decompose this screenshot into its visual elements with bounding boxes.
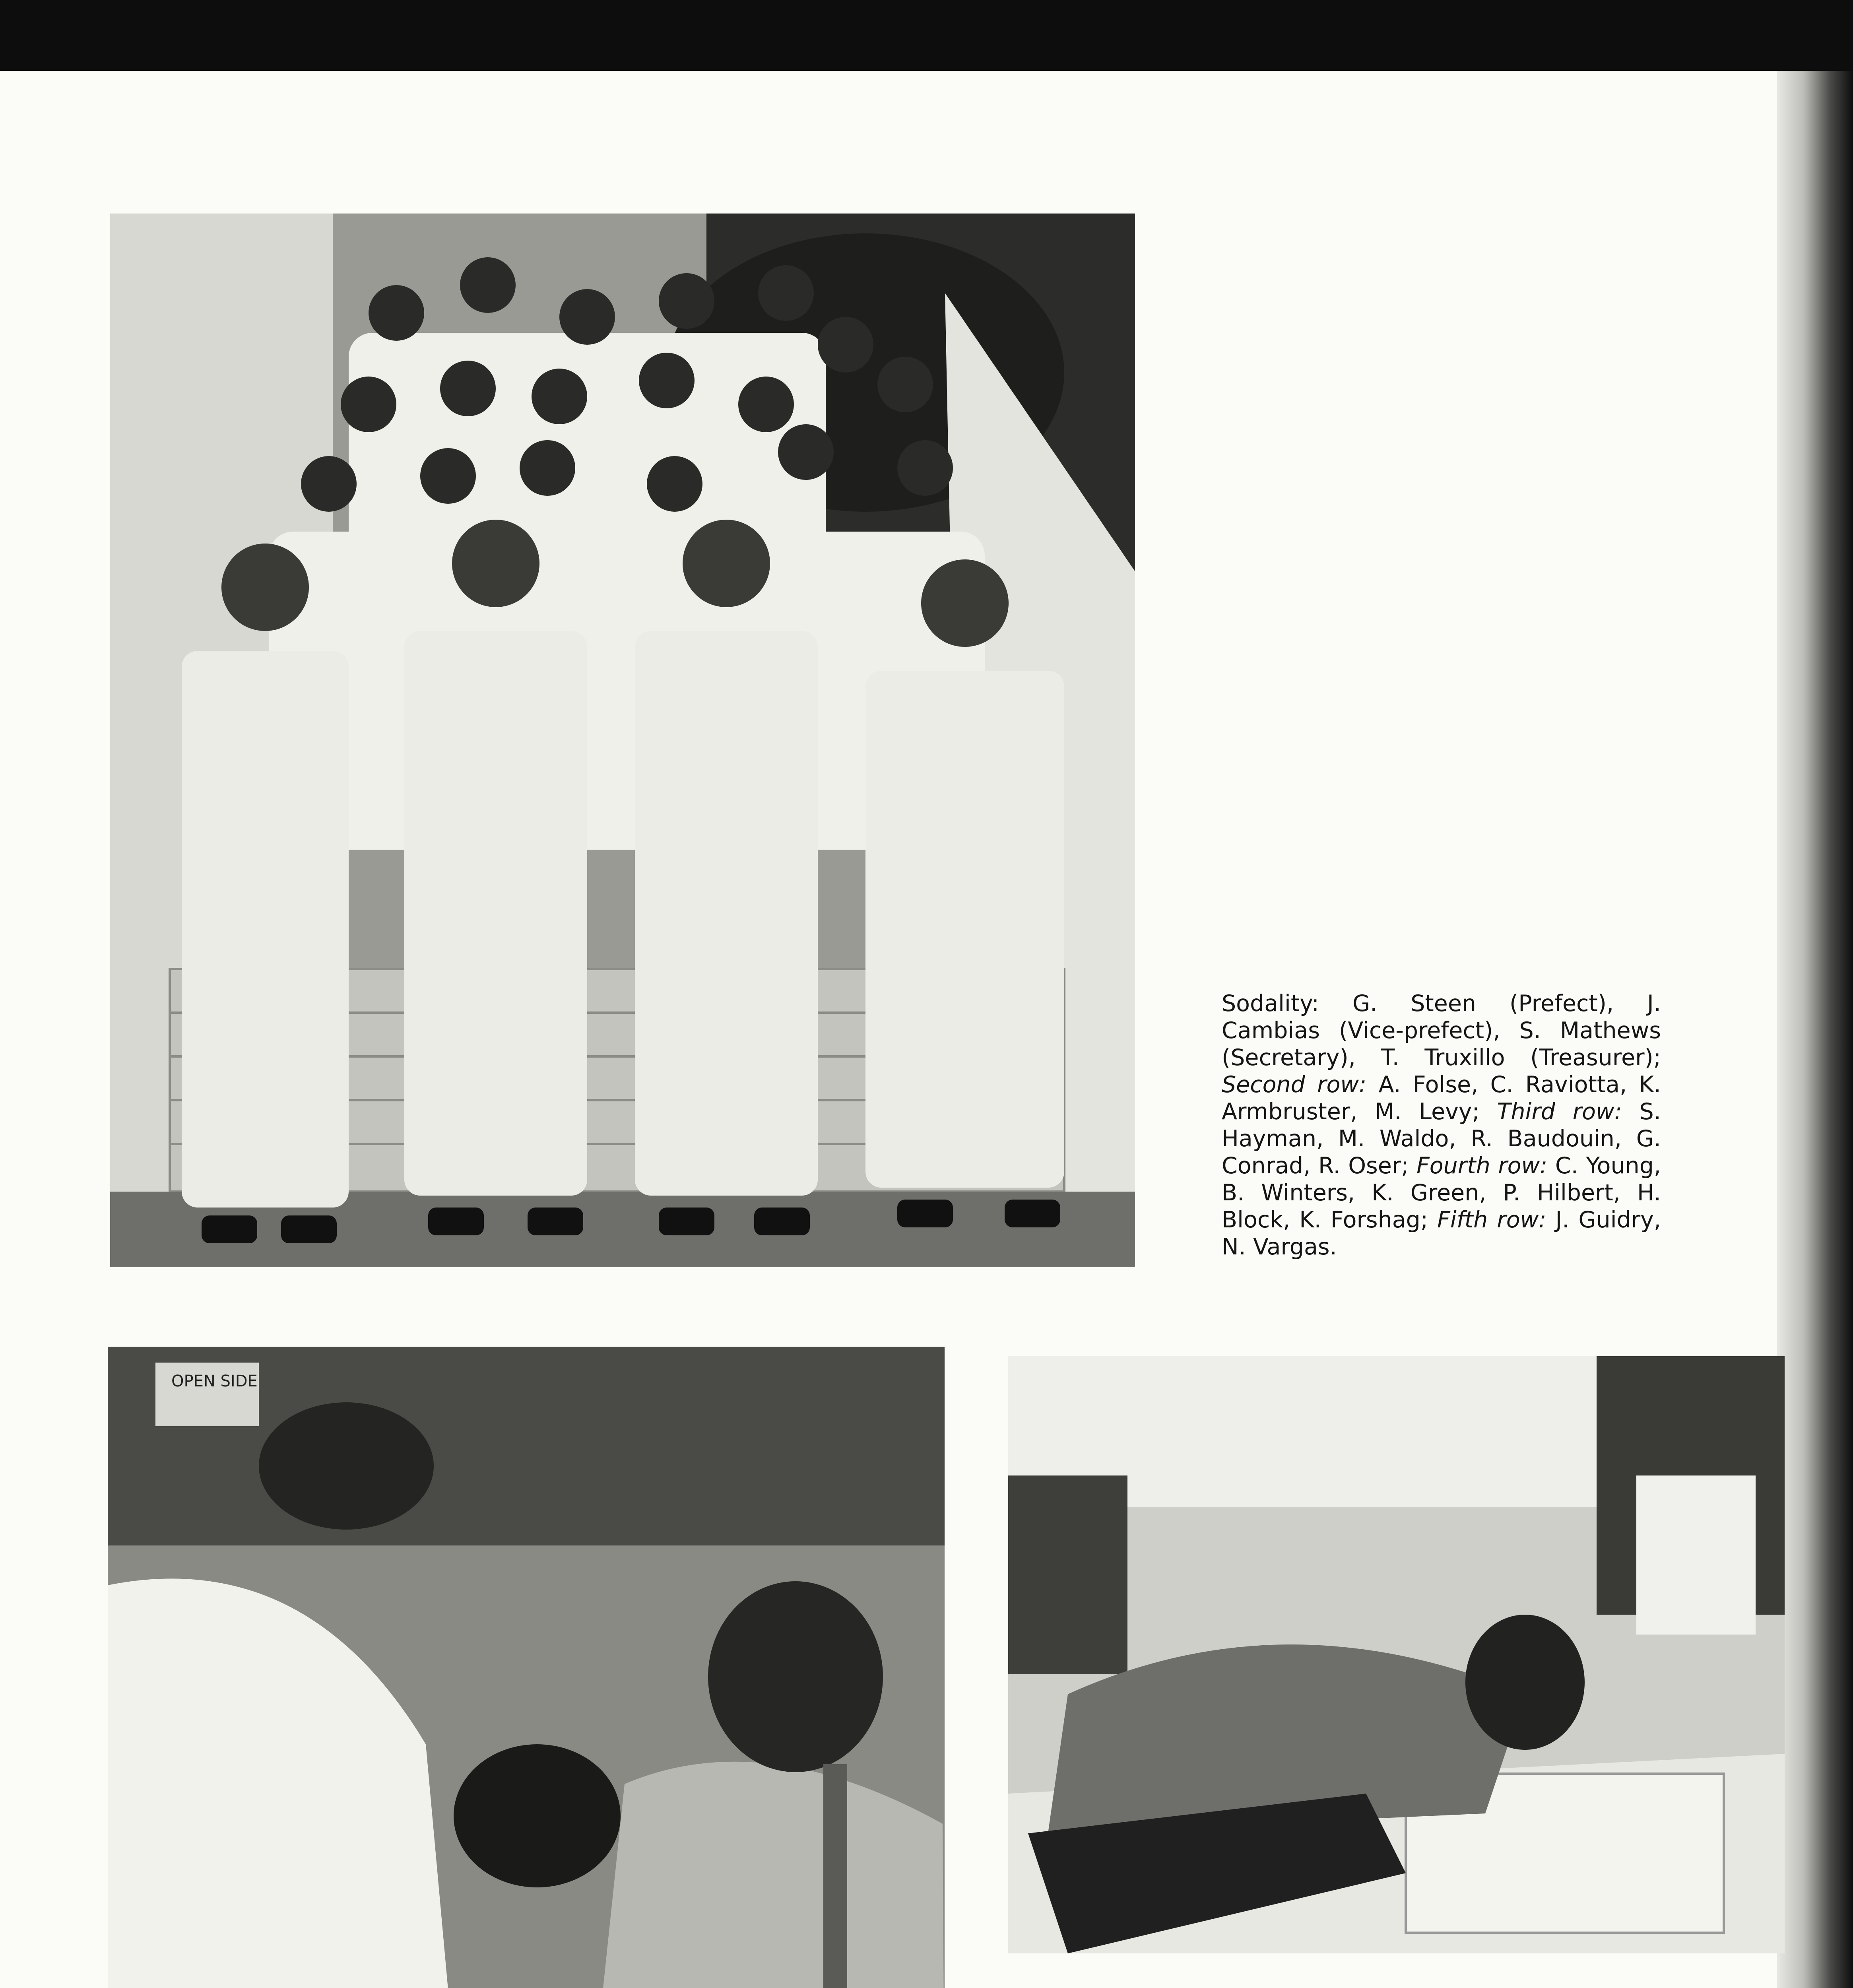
- book-spine-shadow: [1777, 71, 1853, 1988]
- second-row-names: A. Folse, C. Raviotta, K. Armbruster, M. Levy;: [1222, 1072, 1661, 1125]
- sodality-group-photo: [110, 214, 1135, 1267]
- fourth-row-label: Fourth row:: [1416, 1153, 1548, 1179]
- fifth-row-names: J. Guidry, N. Vargas.: [1222, 1207, 1661, 1260]
- third-row-names: S. Hayman, M. Waldo, R. Baudouin, G. Conrad, R. Oser;: [1222, 1099, 1661, 1179]
- open-side-sign: OPEN SIDE: [171, 1372, 258, 1390]
- thanksgiving-baskets-photo: [108, 1347, 945, 1988]
- sodality-caption-lead: Sodality: G. Steen (Prefect), J. Cambias (Vice-prefect), S. Mathews (Secretary), T. Truxillo (Treasurer);: [1222, 990, 1661, 1071]
- third-row-label: Third row:: [1497, 1099, 1622, 1125]
- fourth-row-names: C. Young, B. Winters, K. Green, P. Hilbert, H. Block, K. Forshag;: [1222, 1153, 1661, 1233]
- second-row-label: Second row:: [1222, 1072, 1367, 1098]
- fifth-row-label: Fifth row:: [1437, 1207, 1546, 1233]
- sodality-caption: [1222, 990, 1661, 1260]
- delivery-route-map-photo: [1008, 1356, 1785, 1953]
